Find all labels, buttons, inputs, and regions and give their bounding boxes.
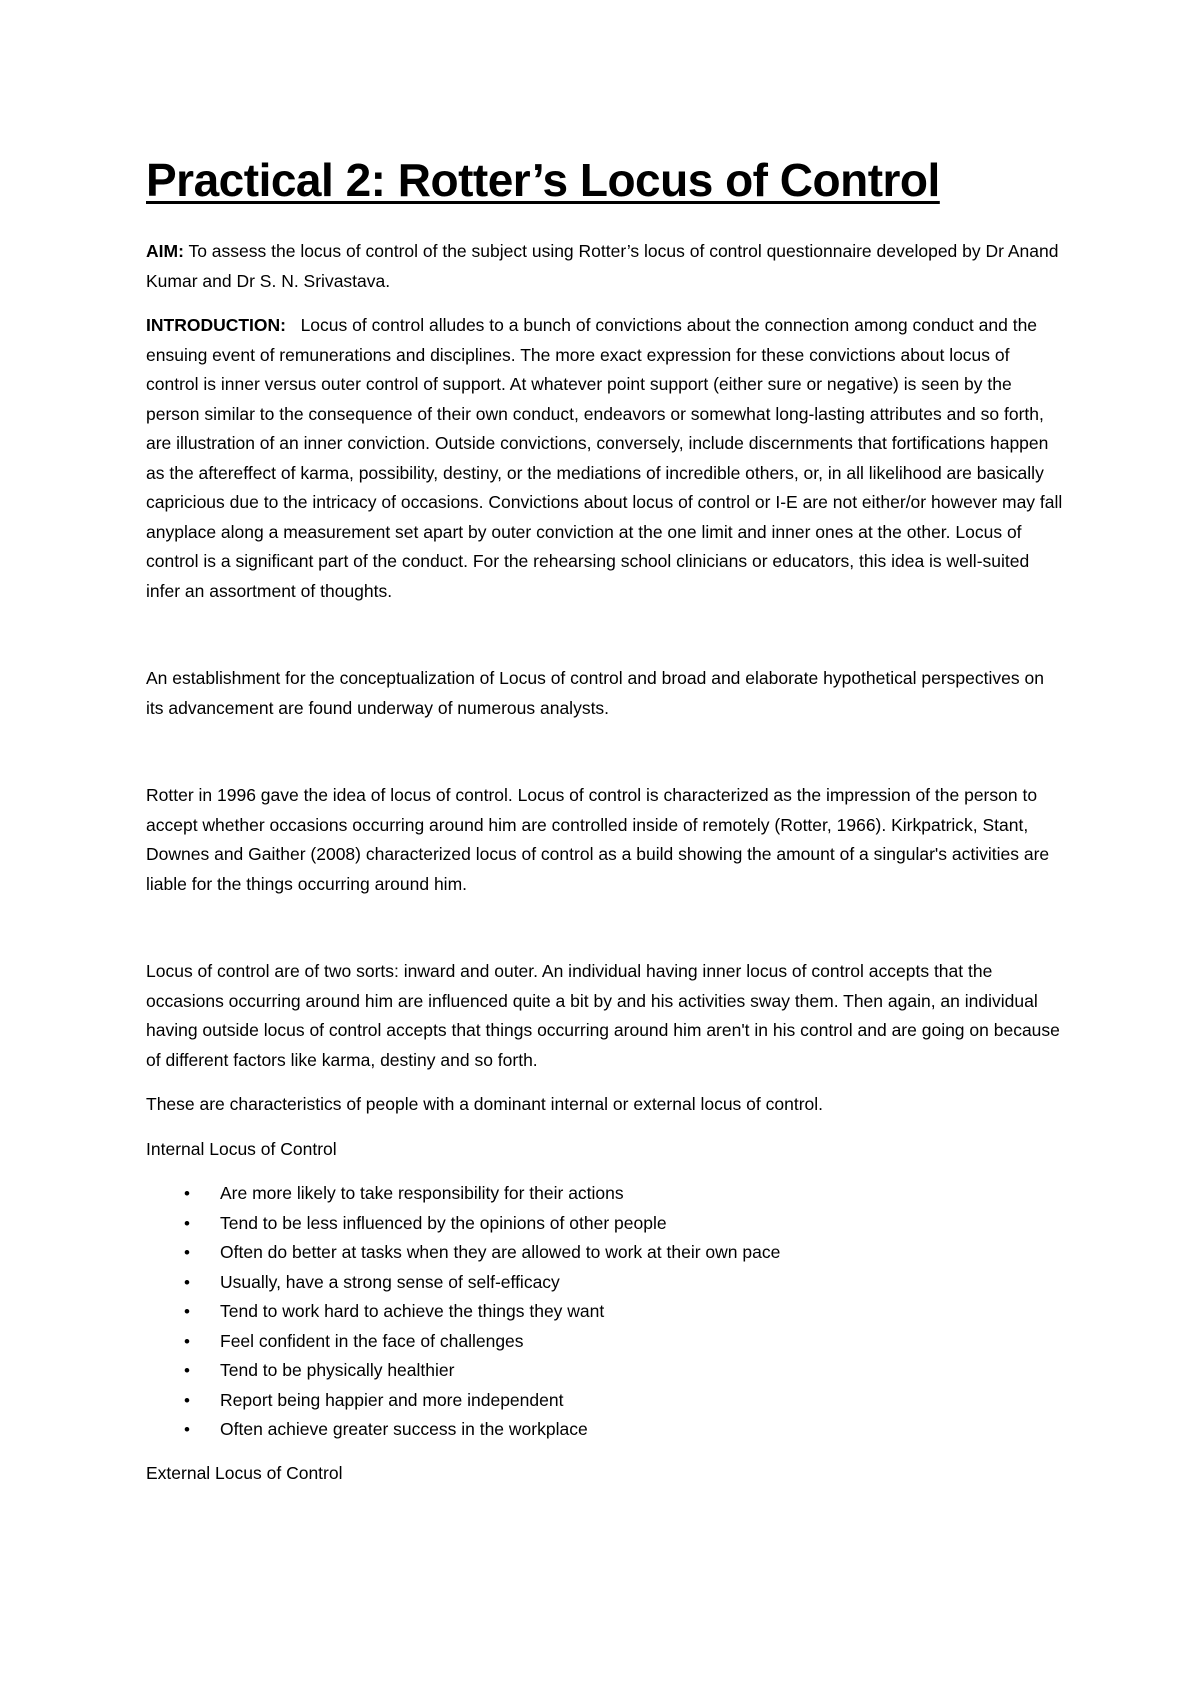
list-item [146,1179,1066,1209]
bullet-icon: • [184,1184,190,1203]
introduction-paragraph [146,311,1066,606]
external-heading: External Locus of Control [146,1462,343,1483]
list-item [146,1415,1066,1445]
bullet-icon: • [184,1272,190,1292]
list-item [146,1356,1066,1386]
bullet-icon: • [184,1243,190,1262]
list-item [146,1238,1066,1268]
page-title: Practical 2: Rotter’s Locus of Control [146,154,940,206]
list-item [146,1209,1066,1239]
bullet-icon: • [184,1302,190,1321]
aim-text: To assess the locus of control of the subject using Rotter’s locus of control questionnaire developed by Dr Anand Kumar and Dr S. N. Srivastava. [146,241,1059,291]
list-item-text: Tend to work hard to achieve the things they want [220,1301,605,1321]
internal-heading: Internal Locus of Control [146,1138,337,1159]
aim-paragraph [146,237,1066,296]
internal-list [146,1179,1066,1445]
bullet-icon: • [184,1331,190,1351]
list-item-text: Tend to be physically healthier [220,1360,455,1380]
list-item-text: Report being happier and more independent [220,1389,564,1410]
list-item-text: Tend to be less influenced by the opinions of other people [220,1212,667,1233]
aim-label: AIM: [146,241,184,261]
introduction-label: INTRODUCTION: [146,315,286,335]
list-item [146,1327,1066,1357]
spacer [146,621,1066,664]
bullet-icon: • [184,1390,190,1410]
list-item-text: Often achieve greater success in the workplace [220,1419,588,1439]
list-item-text: Are more likely to take responsibility for their actions [220,1183,624,1203]
list-item-text: Often do better at tasks when they are allowed to work at their own pace [220,1242,781,1262]
spacer [146,738,1066,781]
bullet-icon: • [184,1361,190,1380]
bullet-icon: • [184,1420,190,1439]
document-body [146,150,1066,1503]
list-item [146,1386,1066,1416]
two-sorts-paragraph: Locus of control are of two sorts: inward and outer. An individual having inner locus of control accepts that the occasions occurring around him are influenced quite a bit by and his activities sway them. Then again, an individual having outside locus of control accepts that things occurring around him aren't in his control and are going on because of different factors like karma, destiny and so forth. [146,961,1060,1070]
list-item-text: Usually, have a strong sense of self-efficacy [220,1271,560,1292]
list-item [146,1297,1066,1327]
establishment-paragraph: An establishment for the conceptualization of Locus of control and broad and elaborate hypothetical perspectives on its advancement are found underway of numerous analysts. [146,668,1044,718]
list-item [146,1268,1066,1298]
bullet-icon: • [184,1213,190,1233]
list-item-text: Feel confident in the face of challenges [220,1330,524,1351]
spacer [146,914,1066,957]
characteristics-paragraph: These are characteristics of people with a dominant internal or external locus of control. [146,1094,824,1114]
introduction-text: Locus of control alludes to a bunch of convictions about the connection among conduct and the ensuing event of remunerations and disciplines. The more exact expression for these convictions about locus of control is inner versus outer control of support. At whatever point support (either sure or negative) is seen by the person similar to the consequence of their own conduct, endeavors or somewhat long-lasting attributes and so forth, are illustration of an inner conviction. Outside convictions, conversely, include discernments that fortifications happen as the aftereffect of karma, possibility, destiny, or the mediations of incredible others, or, in all likelihood are basically capricious due to the intricacy of occasions. Convictions about locus of control or I-E are not either/or however may fall anyplace along a measurement set apart by outer conviction at the one limit and inner ones at the other. Locus of control is a significant part of the conduct. For the rehearsing school clinicians or educators, this idea is well-suited infer an assortment of thoughts. [146,315,1068,601]
rotter-paragraph: Rotter in 1996 gave the idea of locus of control. Locus of control is characterized as the impression of the person to accept whether occasions occurring around him are controlled inside of remotely (Rotter, 1966). Kirkpatrick, Stant, Downes and Gaither (2008) characterized locus of control as a build showing the amount of a singular's activities are liable for the things occurring around him. [146,785,1050,894]
